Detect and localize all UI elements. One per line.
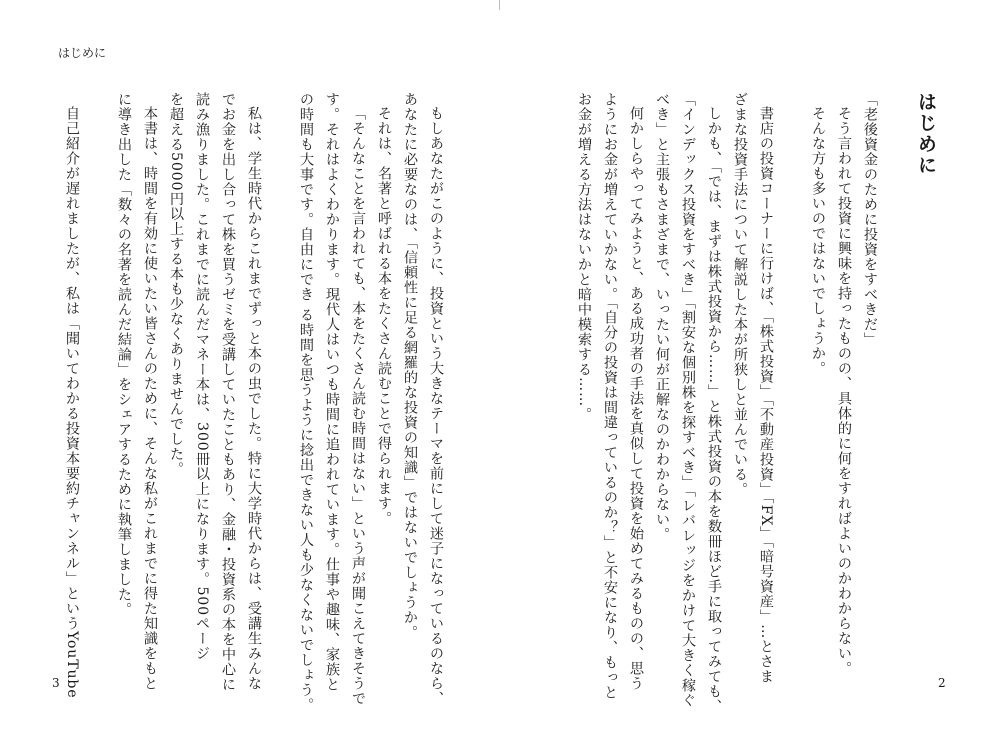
text-line: 読み漁りました。これまでに読んだマネー本は、300冊以上になります。500ページ: [194, 92, 210, 661]
text-line: の時間も大事です。自由にでき る時間を思うように捻出できない人も少なくないでしょう。: [298, 92, 314, 713]
spacer: [85, 92, 111, 672]
text-line: そう言われて投資に興味を持ったものの、具体的に何をすればよいのかわからない。: [836, 106, 852, 677]
running-head: はじめに: [58, 46, 107, 60]
text-line: 私は、学生時代からこれまでずっと本の虫でした。特に大学時代からは、受講生みんな: [246, 106, 262, 692]
text-line: あなたに必要なのは、「信頼性に足る網羅的な投資の知識」ではないでしょうか。: [402, 92, 418, 640]
page-number-left: 3: [52, 676, 60, 690]
left-page-body: [49, 92, 449, 713]
text-line: でお金を出し合って株を買うゼミを受講していたこともあり、金融・投資系の本を中心に: [220, 92, 236, 692]
right-page-body: [533, 92, 943, 715]
text-line: 本書は、時間を有効に使いたい皆さんのために、そんな私がこれまでに得た知識をもと: [142, 106, 158, 692]
text-line: それは、名著と呼ばれる本をたくさん読むことで得られます。: [376, 106, 392, 527]
text-line: べき」と主張もさまざまで、いったい何が正解なのかわからない。: [654, 92, 670, 542]
text-line: もしあなたがこのように、投資という大きなテーマを前にして迷子になっているのなら、: [428, 106, 444, 707]
spacer: [267, 92, 293, 672]
text-line: お金が増える方法はないかと暗中模索する……。: [576, 92, 592, 422]
text-line: しかも、「では、まずは株式投資から……」と株式投資の本を数冊ほど手に取ってみても、: [706, 106, 722, 715]
text-line: 書店の投資コーナーに行けば、「株式投資」「不動産投資」「FX」「暗号資産」…とさま: [758, 106, 774, 685]
text-line: す。それはよくわかります。現代人はいつも時間に追われています。仕事や趣味、家族と: [324, 92, 340, 692]
text-line: ようにお金が増えていかない。「自分の投資は間違っているのか？」と不安になり、もっと: [602, 92, 618, 700]
spacer: [883, 92, 909, 672]
text-line: に導き出した「数々の名著を読んだ結論」をシェアするために執筆しました。: [116, 92, 132, 617]
page-gutter: [499, 0, 500, 10]
text-line: 「インデックス投資をすべき」「割安な個別株を探すべき」「レバレッジをかけて大きく稼ぐ: [680, 92, 696, 708]
text-line: 自己紹介が遅れましたが、私は「聞いてわかる投資本要約チャンネル」というYouTube: [64, 106, 80, 699]
page-number-right: 2: [938, 676, 946, 690]
chapter-heading: はじめに: [915, 92, 937, 176]
text-line: そんな方も多いのではないでしょうか。: [810, 106, 826, 377]
text-line: 何かしらやってみようと、ある成功者の手法を真似して投資を始めてみるものの、思う: [628, 106, 644, 692]
text-line: を超える5000円以上する本も少なくありませんでした。: [168, 92, 184, 477]
spacer: [779, 92, 805, 672]
text-line: 「老後資金のために投資をすべきだ」: [862, 92, 878, 347]
text-line: 「そんなことを言われても、本をたくさん読む時間はない」という声が聞こえてきそうで: [350, 106, 366, 707]
text-line: ざまな投資手法について解説した本が所狭しと並んでいる。: [732, 92, 748, 497]
